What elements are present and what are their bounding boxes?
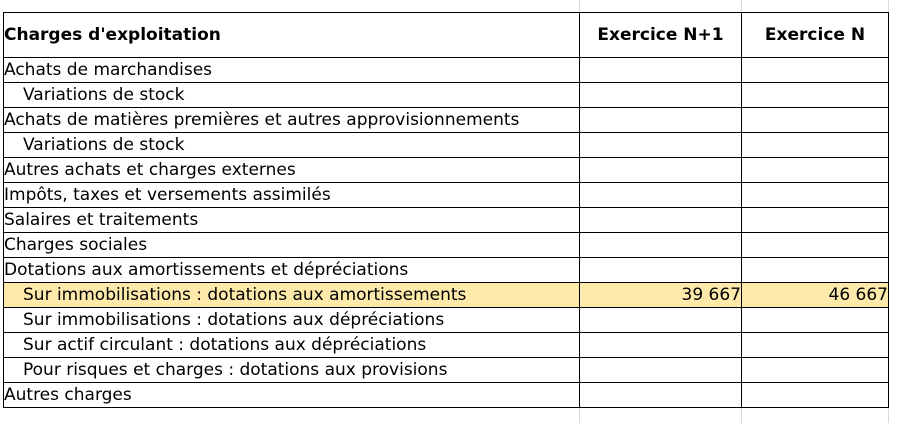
row-label-cell[interactable]: Pour risques et charges : dotations aux provisions [4,358,580,383]
table-row-highlighted [4,283,889,308]
table-row [4,108,889,133]
exercice-n-cell[interactable] [742,333,889,358]
header-label-cell[interactable]: Charges d'exploitation [4,13,580,58]
table-row [4,83,889,108]
exercice-n-cell[interactable] [742,258,889,283]
row-label-cell[interactable]: Achats de marchandises [4,58,580,83]
exercice-n1-cell[interactable] [580,258,742,283]
exercice-n-cell[interactable] [742,133,889,158]
exercice-n1-cell[interactable] [580,308,742,333]
header-row [4,13,889,58]
table-row [4,333,889,358]
table-row [4,133,889,158]
exercice-n-cell[interactable] [742,58,889,83]
table-row [4,208,889,233]
row-label-cell[interactable]: Salaires et traitements [4,208,580,233]
row-label-cell[interactable]: Sur immobilisations : dotations aux dépréciations [4,308,580,333]
exercice-n-cell[interactable] [742,158,889,183]
exercice-n1-cell[interactable] [580,208,742,233]
exercice-n1-cell[interactable] [580,133,742,158]
exercice-n-cell[interactable] [742,233,889,258]
table-row [4,258,889,283]
exercice-n1-cell[interactable] [580,183,742,208]
header-exercice-n1-cell[interactable]: Exercice N+1 [580,13,742,58]
exercice-n1-cell[interactable] [580,233,742,258]
row-label-cell[interactable]: Sur actif circulant : dotations aux dépréciations [4,333,580,358]
row-label-cell[interactable]: Variations de stock [4,133,580,158]
row-label-cell[interactable]: Dotations aux amortissements et dépréciations [4,258,580,283]
exercice-n1-cell[interactable] [580,333,742,358]
exercice-n-cell[interactable] [742,308,889,333]
row-label-cell[interactable]: Autres achats et charges externes [4,158,580,183]
exercice-n1-cell[interactable] [580,358,742,383]
table-row [4,308,889,333]
exercice-n1-cell[interactable] [580,108,742,133]
exercice-n1-cell[interactable] [580,83,742,108]
table-row [4,233,889,258]
table-row [4,183,889,208]
exercice-n-cell[interactable] [742,108,889,133]
exercice-n-cell[interactable] [742,83,889,108]
exercice-n-cell[interactable] [742,183,889,208]
exercice-n-cell[interactable] [742,358,889,383]
table-row [4,383,889,408]
row-label-cell[interactable]: Achats de matières premières et autres approvisionnements [4,108,580,133]
row-label-cell[interactable]: Variations de stock [4,83,580,108]
exercice-n-cell[interactable] [742,208,889,233]
exercice-n1-cell[interactable] [580,383,742,408]
row-label-cell[interactable]: Autres charges [4,383,580,408]
row-label-cell[interactable]: Impôts, taxes et versements assimilés [4,183,580,208]
row-label-cell[interactable]: Sur immobilisations : dotations aux amortissements [4,283,580,308]
exercice-n1-cell[interactable] [580,58,742,83]
exercice-n-cell[interactable] [742,383,889,408]
charges-table [3,12,889,408]
table-row [4,58,889,83]
table-row [4,358,889,383]
exercice-n1-cell[interactable]: 39 667 [580,283,742,308]
exercice-n-cell[interactable]: 46 667 [742,283,889,308]
table-row [4,158,889,183]
header-exercice-n-cell[interactable]: Exercice N [742,13,889,58]
row-label-cell[interactable]: Charges sociales [4,233,580,258]
exercice-n1-cell[interactable] [580,158,742,183]
